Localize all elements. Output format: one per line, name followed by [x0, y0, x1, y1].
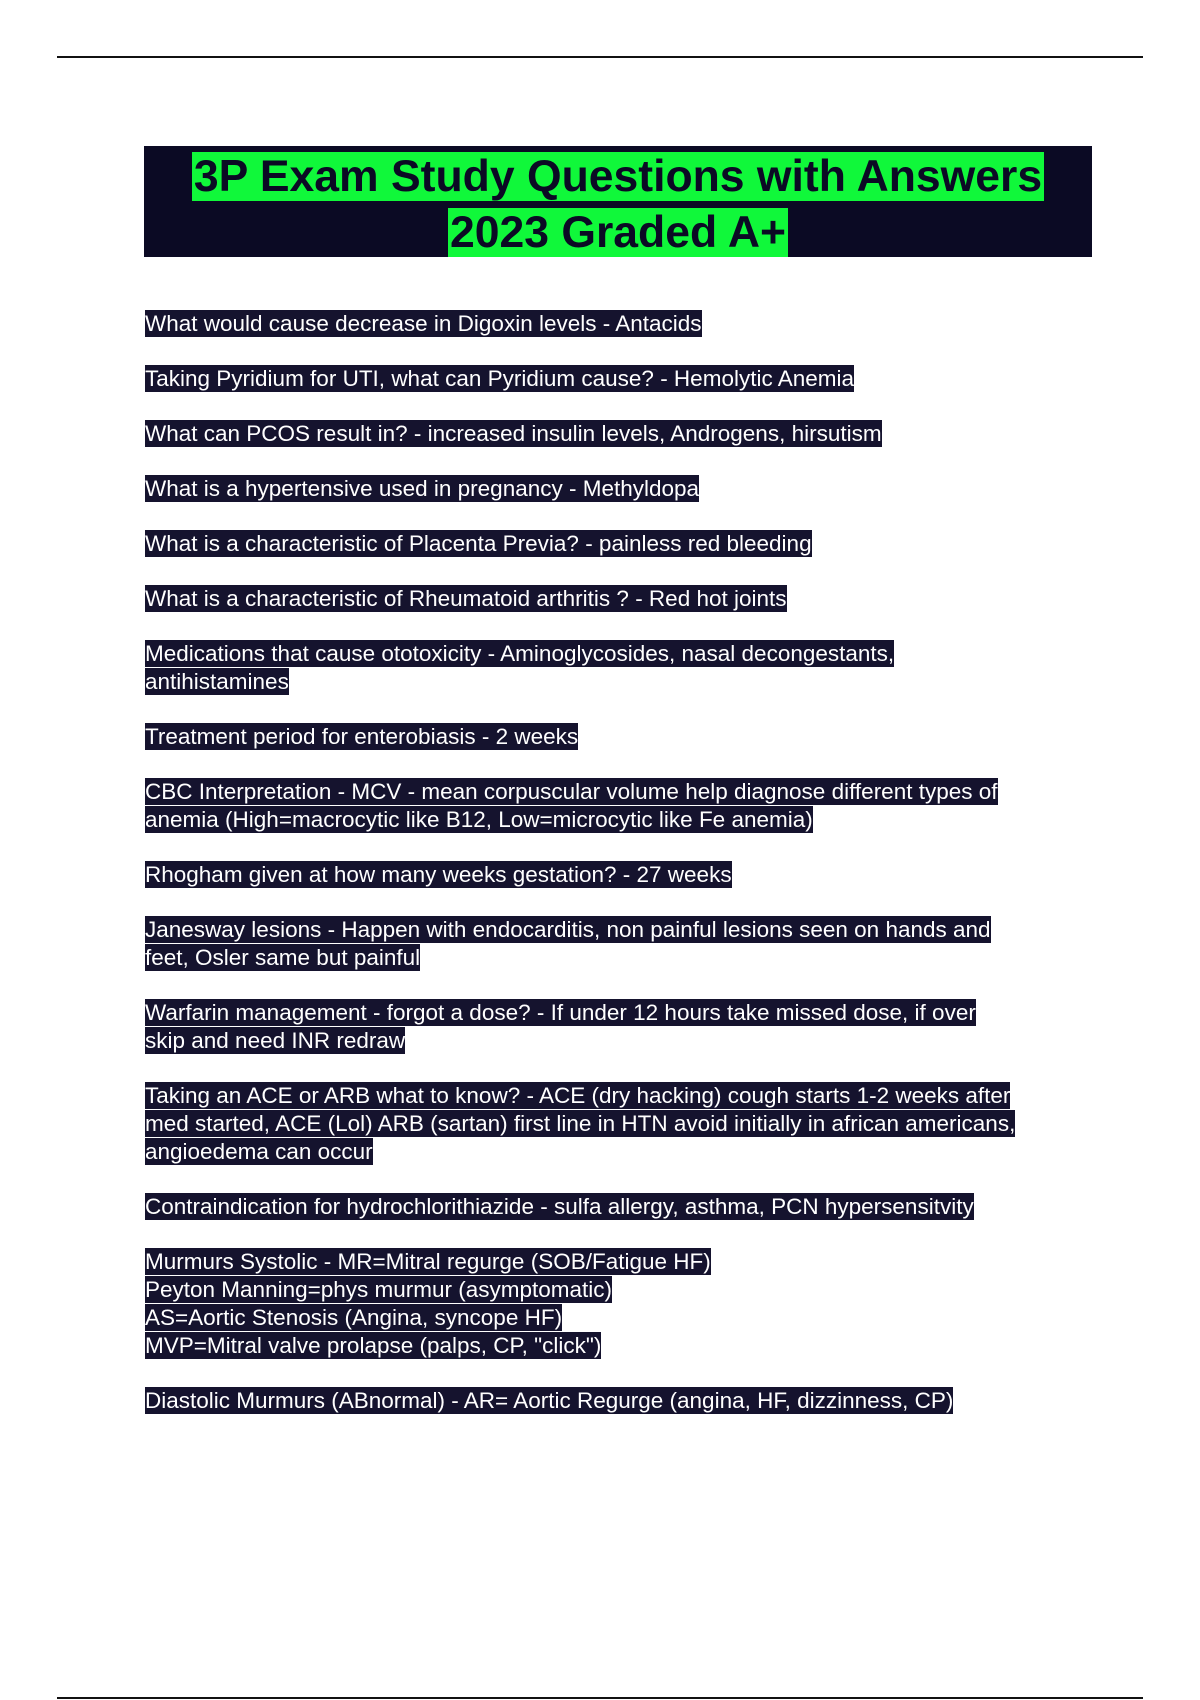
qa-item-line: Janesway lesions - Happen with endocarditis, non painful lesions seen on hands and	[145, 917, 991, 942]
qa-item	[145, 1193, 1095, 1221]
qa-item	[145, 999, 1095, 1055]
qa-item-line: skip and need INR redraw	[145, 1028, 406, 1053]
title-line-2: 2023 Graded A+	[450, 208, 786, 257]
qa-item	[145, 530, 1095, 558]
qa-item-line: angioedema can occur	[145, 1139, 373, 1164]
qa-item-line: Treatment period for enterobiasis - 2 weeks	[145, 724, 579, 749]
qa-item-line: What is a hypertensive used in pregnancy - Methyldopa	[145, 476, 700, 501]
qa-list	[145, 310, 1095, 1442]
qa-item-line: med started, ACE (Lol) ARB (sartan) first line in HTN avoid initially in african americans,	[145, 1111, 1016, 1136]
qa-item	[145, 475, 1095, 503]
qa-item	[145, 1082, 1095, 1166]
qa-item	[145, 1387, 1095, 1415]
qa-item-line: Murmurs Systolic - MR=Mitral regurge (SOB/Fatigue HF)	[145, 1249, 711, 1274]
qa-item	[145, 723, 1095, 751]
qa-item-line: What can PCOS result in? - increased insulin levels, Androgens, hirsutism	[145, 421, 882, 446]
qa-item-line: CBC Interpretation - MCV - mean corpuscular volume help diagnose different types of	[145, 779, 998, 804]
qa-item-line: Taking Pyridium for UTI, what can Pyridium cause? - Hemolytic Anemia	[145, 366, 855, 391]
qa-item	[145, 585, 1095, 613]
qa-item-line: Medications that cause ototoxicity - Aminoglycosides, nasal decongestants,	[145, 641, 895, 666]
qa-item-line: What is a characteristic of Rheumatoid arthritis ? - Red hot joints	[145, 586, 787, 611]
bottom-rule	[57, 1697, 1143, 1699]
qa-item-line: Rhogham given at how many weeks gestation? - 27 weeks	[145, 862, 732, 887]
top-rule	[57, 56, 1143, 58]
qa-item-line: Contraindication for hydrochlorithiazide - sulfa allergy, asthma, PCN hypersensitvity	[145, 1194, 974, 1219]
qa-item-line: MVP=Mitral valve prolapse (palps, CP, "click")	[145, 1333, 602, 1358]
qa-item-line: Warfarin management - forgot a dose? - If under 12 hours take missed dose, if over	[145, 1000, 976, 1025]
qa-item	[145, 640, 1095, 696]
qa-item	[145, 916, 1095, 972]
qa-item	[145, 1248, 1095, 1360]
qa-item-line: Diastolic Murmurs (ABnormal) - AR= Aortic Regurge (angina, HF, dizzinness, CP)	[145, 1388, 954, 1413]
qa-item-line: anemia (High=macrocytic like B12, Low=microcytic like Fe anemia)	[145, 807, 813, 832]
title-line-1: 3P Exam Study Questions with Answers	[193, 152, 1043, 201]
qa-item	[145, 365, 1095, 393]
qa-item-line: Peyton Manning=phys murmur (asymptomatic)	[145, 1277, 613, 1302]
qa-item	[145, 778, 1095, 834]
qa-item-line: Taking an ACE or ARB what to know? - ACE (dry hacking) cough starts 1-2 weeks after	[145, 1083, 1011, 1108]
qa-item	[145, 310, 1095, 338]
qa-item	[145, 420, 1095, 448]
qa-item-line: antihistamines	[145, 669, 289, 694]
qa-item-line: What is a characteristic of Placenta Previa? - painless red bleeding	[145, 531, 812, 556]
qa-item	[145, 861, 1095, 889]
document-title	[144, 146, 1092, 257]
qa-item-line: AS=Aortic Stenosis (Angina, syncope HF)	[145, 1305, 563, 1330]
qa-item-line: What would cause decrease in Digoxin levels - Antacids	[145, 311, 702, 336]
qa-item-line: feet, Osler same but painful	[145, 945, 421, 970]
